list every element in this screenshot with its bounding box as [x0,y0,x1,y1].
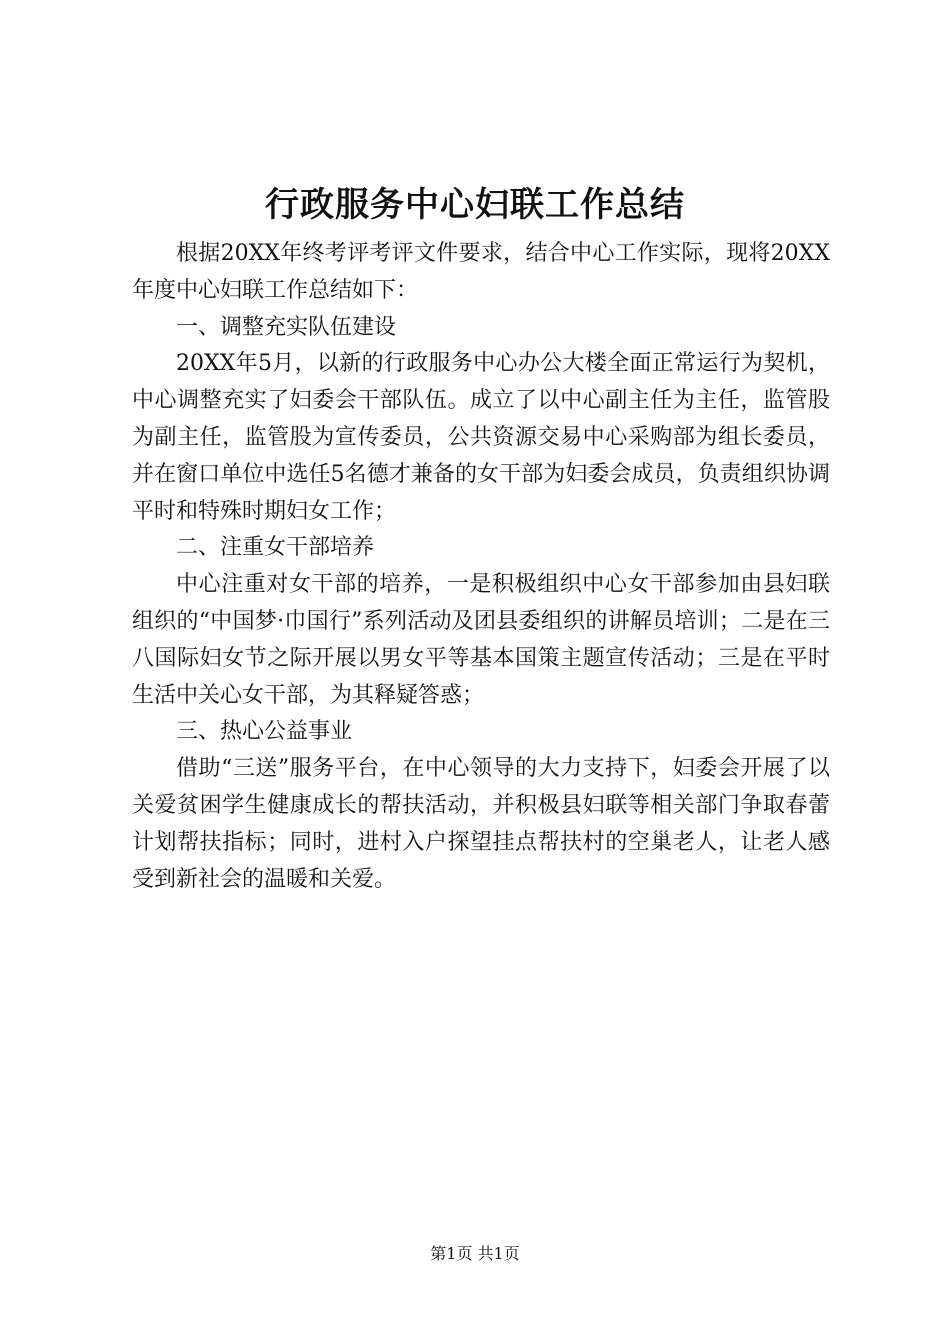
page-footer: 第1页 共1页 [430,1244,520,1263]
document-title: 行政服务中心妇联工作总结 [265,185,685,225]
section-heading-2: 二、注重女干部培养 [176,535,375,561]
section-paragraph-3: 借助“三送”服务平台，在中心领导的大力支持下，妇委会开展了以关爱贫困学生健康成长的帮扶活动，并积极县妇联等相关部门争取春蕾计划帮扶指标；同时，进村入户探望挂点帮扶村的空巢老人，让老人感受到新社会的温暖和关爱。 [132,756,830,892]
section-heading-1: 一、调整充实队伍建设 [176,314,397,340]
section-paragraph-2: 中心注重对女干部的培养，一是积极组织中心女干部参加由县妇联组织的“中国梦·巾国行”系列活动及团县委组织的讲解员培训；二是在三八国际妇女节之际开展以男女平等基本国策主题宣传活动；三是在平时生活中关心女干部，为其释疑答惑； [132,572,830,708]
document-body [132,236,830,898]
section-heading-3: 三、热心公益事业 [176,719,353,745]
intro-paragraph: 根据20XX年终考评考评文件要求，结合中心工作实际，现将20XX年度中心妇联工作总结如下： [132,241,830,303]
section-paragraph-1: 20XX年5月，以新的行政服务中心办公大楼全面正常运行为契机，中心调整充实了妇委会干部队伍。成立了以中心副主任为主任，监管股为副主任，监管股为宣传委员，公共资源交易中心采购部为组长委员，并在窗口单位中选任5名德才兼备的女干部为妇委会成员，负责组织协调平时和特殊时期妇女工作； [132,351,830,524]
